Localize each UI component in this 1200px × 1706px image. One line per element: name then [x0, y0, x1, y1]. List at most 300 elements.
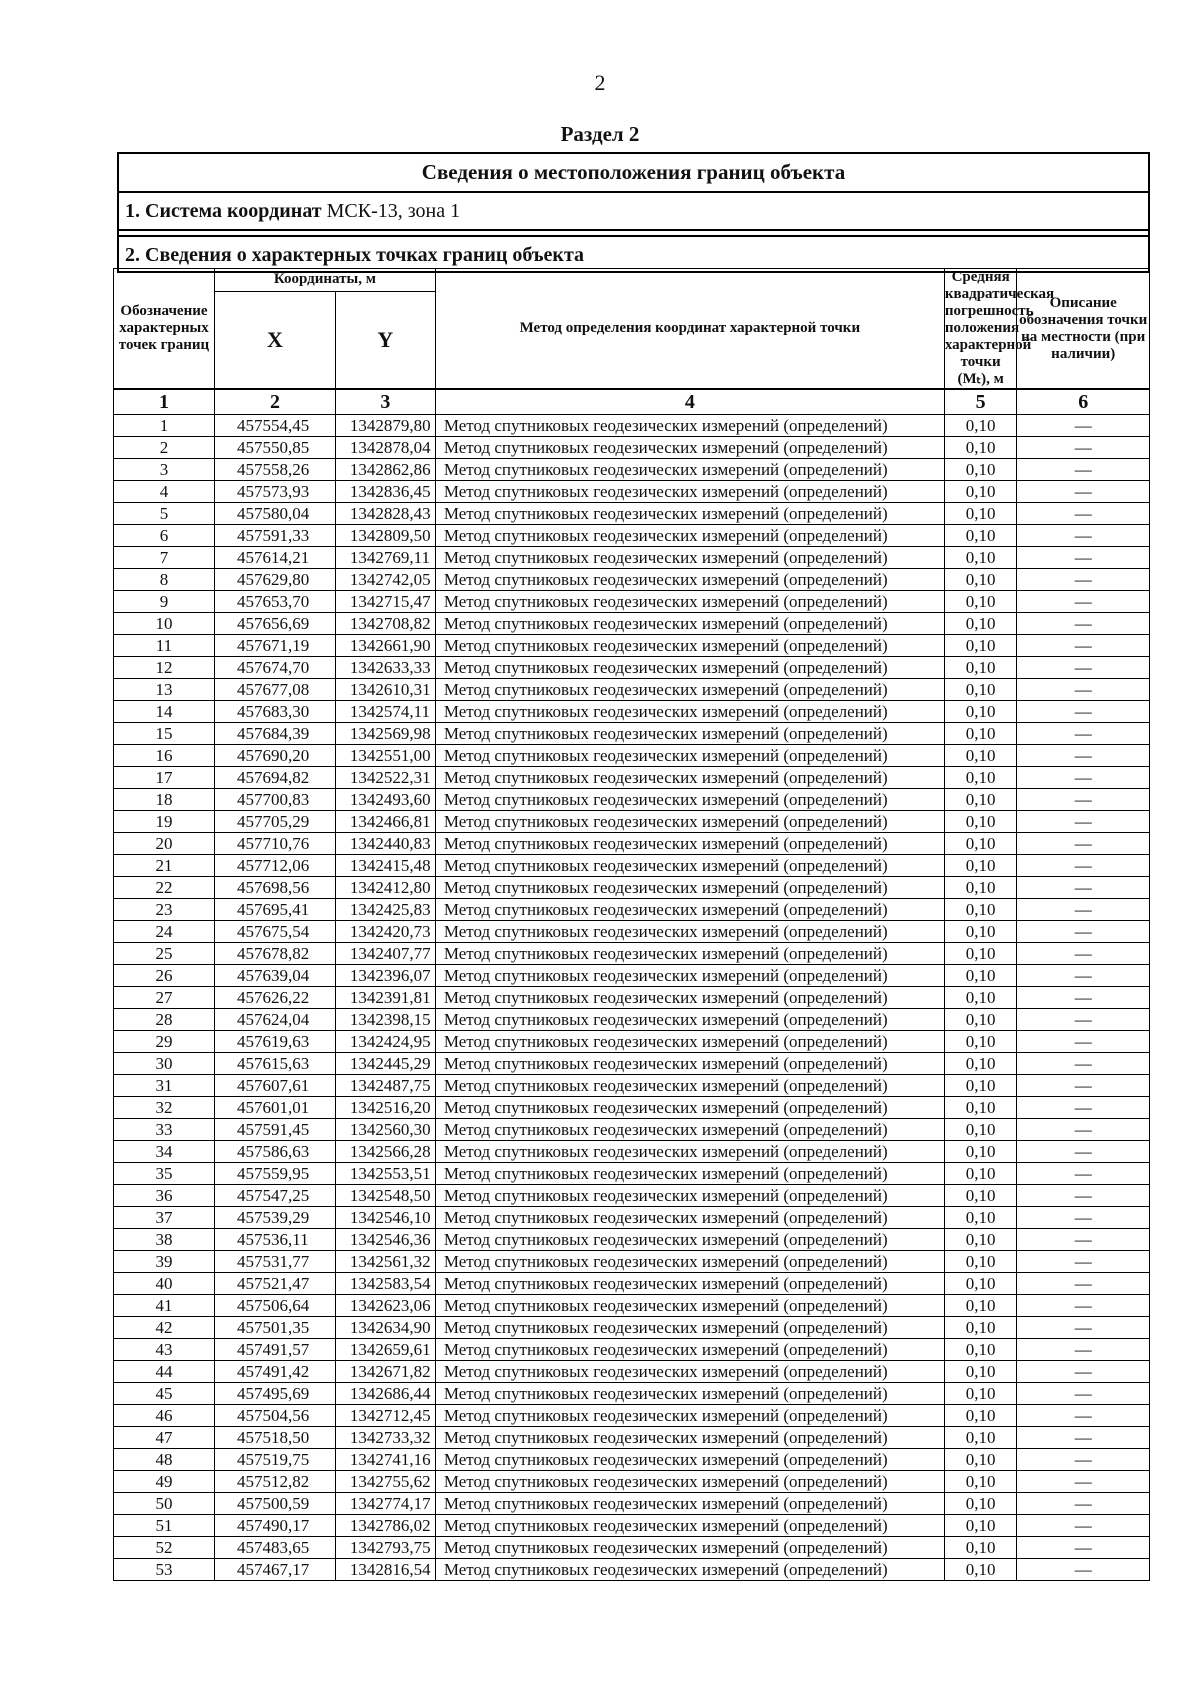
- error-value: 0,10: [944, 481, 1017, 503]
- coordinate-system-value: МСК-13, зона 1: [321, 200, 461, 222]
- point-number: 51: [114, 1515, 215, 1537]
- table-row: [114, 1339, 1150, 1361]
- y-coordinate: 1342708,82: [335, 613, 435, 635]
- table-row: [114, 613, 1150, 635]
- method: Метод спутниковых геодезических измерений (определений): [435, 635, 944, 657]
- x-coordinate: 457700,83: [214, 789, 335, 811]
- error-value: 0,10: [944, 1295, 1017, 1317]
- method: Метод спутниковых геодезических измерений (определений): [435, 1295, 944, 1317]
- table-row: [114, 1493, 1150, 1515]
- method: Метод спутниковых геодезических измерений (определений): [435, 415, 944, 437]
- table-row: [114, 1295, 1150, 1317]
- y-coordinate: 1342553,51: [335, 1163, 435, 1185]
- x-coordinate: 457674,70: [214, 657, 335, 679]
- description: —: [1017, 1317, 1150, 1339]
- column-number: 1: [114, 389, 215, 415]
- error-value: 0,10: [944, 1361, 1017, 1383]
- error-value: 0,10: [944, 1119, 1017, 1141]
- point-number: 7: [114, 547, 215, 569]
- method: Метод спутниковых геодезических измерений (определений): [435, 833, 944, 855]
- point-number: 17: [114, 767, 215, 789]
- description: —: [1017, 1031, 1150, 1053]
- table-row: [114, 855, 1150, 877]
- description: —: [1017, 1295, 1150, 1317]
- method: Метод спутниковых геодезических измерений (определений): [435, 789, 944, 811]
- y-coordinate: 1342546,10: [335, 1207, 435, 1229]
- error-value: 0,10: [944, 1229, 1017, 1251]
- point-number: 47: [114, 1427, 215, 1449]
- point-number: 27: [114, 987, 215, 1009]
- description: —: [1017, 1119, 1150, 1141]
- point-number: 41: [114, 1295, 215, 1317]
- x-coordinate: 457586,63: [214, 1141, 335, 1163]
- error-value: 0,10: [944, 503, 1017, 525]
- description: —: [1017, 1207, 1150, 1229]
- table-row: [114, 503, 1150, 525]
- method: Метод спутниковых геодезических измерений (определений): [435, 987, 944, 1009]
- point-number: 34: [114, 1141, 215, 1163]
- method: Метод спутниковых геодезических измерений (определений): [435, 503, 944, 525]
- point-number: 9: [114, 591, 215, 613]
- point-number: 50: [114, 1493, 215, 1515]
- description: —: [1017, 657, 1150, 679]
- description: —: [1017, 1383, 1150, 1405]
- column-number: 3: [335, 389, 435, 415]
- error-value: 0,10: [944, 547, 1017, 569]
- description: —: [1017, 855, 1150, 877]
- description: —: [1017, 1339, 1150, 1361]
- description: —: [1017, 459, 1150, 481]
- y-coordinate: 1342487,75: [335, 1075, 435, 1097]
- table-row: [114, 569, 1150, 591]
- x-coordinate: 457678,82: [214, 943, 335, 965]
- point-number: 14: [114, 701, 215, 723]
- y-coordinate: 1342546,36: [335, 1229, 435, 1251]
- x-coordinate: 457639,04: [214, 965, 335, 987]
- y-coordinate: 1342424,95: [335, 1031, 435, 1053]
- y-coordinate: 1342879,80: [335, 415, 435, 437]
- x-coordinate: 457531,77: [214, 1251, 335, 1273]
- method: Метод спутниковых геодезических измерений (определений): [435, 921, 944, 943]
- point-number: 48: [114, 1449, 215, 1471]
- y-coordinate: 1342566,28: [335, 1141, 435, 1163]
- point-number: 35: [114, 1163, 215, 1185]
- method: Метод спутниковых геодезических измерений (определений): [435, 1119, 944, 1141]
- description: —: [1017, 1515, 1150, 1537]
- error-value: 0,10: [944, 987, 1017, 1009]
- y-coordinate: 1342878,04: [335, 437, 435, 459]
- point-number: 24: [114, 921, 215, 943]
- table-row: [114, 877, 1150, 899]
- point-number: 31: [114, 1075, 215, 1097]
- y-coordinate: 1342551,00: [335, 745, 435, 767]
- y-coordinate: 1342412,80: [335, 877, 435, 899]
- method: Метод спутниковых геодезических измерений (определений): [435, 1207, 944, 1229]
- error-value: 0,10: [944, 1251, 1017, 1273]
- point-number: 2: [114, 437, 215, 459]
- x-coordinate: 457671,19: [214, 635, 335, 657]
- point-number: 40: [114, 1273, 215, 1295]
- x-coordinate: 457559,95: [214, 1163, 335, 1185]
- error-value: 0,10: [944, 811, 1017, 833]
- method: Метод спутниковых геодезических измерений (определений): [435, 1097, 944, 1119]
- table-row: [114, 1449, 1150, 1471]
- x-coordinate: 457601,01: [214, 1097, 335, 1119]
- error-value: 0,10: [944, 723, 1017, 745]
- point-number: 6: [114, 525, 215, 547]
- table-row: [114, 811, 1150, 833]
- section-frame: [117, 152, 1150, 273]
- y-coordinate: 1342828,43: [335, 503, 435, 525]
- x-coordinate: 457518,50: [214, 1427, 335, 1449]
- method: Метод спутниковых геодезических измерений (определений): [435, 1515, 944, 1537]
- method: Метод спутниковых геодезических измерений (определений): [435, 1251, 944, 1273]
- table-row: [114, 437, 1150, 459]
- error-value: 0,10: [944, 1163, 1017, 1185]
- method: Метод спутниковых геодезических измерений (определений): [435, 1185, 944, 1207]
- table-row: [114, 591, 1150, 613]
- method: Метод спутниковых геодезических измерений (определений): [435, 657, 944, 679]
- method: Метод спутниковых геодезических измерений (определений): [435, 679, 944, 701]
- header-coordinates: Координаты, м: [214, 269, 435, 292]
- points-title: 2. Сведения о характерных точках границ объекта: [119, 235, 1148, 271]
- description: —: [1017, 569, 1150, 591]
- x-coordinate: 457491,42: [214, 1361, 335, 1383]
- y-coordinate: 1342493,60: [335, 789, 435, 811]
- table-row: [114, 1229, 1150, 1251]
- point-number: 45: [114, 1383, 215, 1405]
- error-value: 0,10: [944, 789, 1017, 811]
- method: Метод спутниковых геодезических измерений (определений): [435, 1361, 944, 1383]
- description: —: [1017, 1273, 1150, 1295]
- method: Метод спутниковых геодезических измерений (определений): [435, 481, 944, 503]
- coordinate-system-line: [119, 193, 1148, 231]
- description: —: [1017, 613, 1150, 635]
- method: Метод спутниковых геодезических измерений (определений): [435, 745, 944, 767]
- y-coordinate: 1342415,48: [335, 855, 435, 877]
- point-number: 52: [114, 1537, 215, 1559]
- description: —: [1017, 1449, 1150, 1471]
- y-coordinate: 1342396,07: [335, 965, 435, 987]
- error-value: 0,10: [944, 1515, 1017, 1537]
- table-row: [114, 943, 1150, 965]
- table-row: [114, 921, 1150, 943]
- table-row: [114, 701, 1150, 723]
- section-title: Раздел 2: [560, 122, 640, 146]
- description: —: [1017, 591, 1150, 613]
- point-number: 39: [114, 1251, 215, 1273]
- method: Метод спутниковых геодезических измерений (определений): [435, 1141, 944, 1163]
- method: Метод спутниковых геодезических измерений (определений): [435, 701, 944, 723]
- point-number: 10: [114, 613, 215, 635]
- method: Метод спутниковых геодезических измерений (определений): [435, 965, 944, 987]
- method: Метод спутниковых геодезических измерений (определений): [435, 1229, 944, 1251]
- method: Метод спутниковых геодезических измерений (определений): [435, 1009, 944, 1031]
- table-row: [114, 679, 1150, 701]
- point-number: 28: [114, 1009, 215, 1031]
- x-coordinate: 457626,22: [214, 987, 335, 1009]
- point-number: 12: [114, 657, 215, 679]
- y-coordinate: 1342623,06: [335, 1295, 435, 1317]
- table-row: [114, 1361, 1150, 1383]
- description: —: [1017, 767, 1150, 789]
- x-coordinate: 457695,41: [214, 899, 335, 921]
- x-coordinate: 457539,29: [214, 1207, 335, 1229]
- table-row: [114, 1317, 1150, 1339]
- x-coordinate: 457684,39: [214, 723, 335, 745]
- table-row: [114, 547, 1150, 569]
- table-row: [114, 1383, 1150, 1405]
- description: —: [1017, 1559, 1150, 1581]
- method: Метод спутниковых геодезических измерений (определений): [435, 1559, 944, 1581]
- method: Метод спутниковых геодезических измерений (определений): [435, 811, 944, 833]
- point-number: 16: [114, 745, 215, 767]
- y-coordinate: 1342522,31: [335, 767, 435, 789]
- error-value: 0,10: [944, 877, 1017, 899]
- error-value: 0,10: [944, 1207, 1017, 1229]
- x-coordinate: 457483,65: [214, 1537, 335, 1559]
- error-value: 0,10: [944, 569, 1017, 591]
- description: —: [1017, 1471, 1150, 1493]
- error-value: 0,10: [944, 921, 1017, 943]
- point-number: 25: [114, 943, 215, 965]
- description: —: [1017, 1141, 1150, 1163]
- method: Метод спутниковых геодезических измерений (определений): [435, 1339, 944, 1361]
- error-value: 0,10: [944, 613, 1017, 635]
- error-value: 0,10: [944, 855, 1017, 877]
- x-coordinate: 457677,08: [214, 679, 335, 701]
- table-row: [114, 899, 1150, 921]
- x-coordinate: 457694,82: [214, 767, 335, 789]
- header-description: Описание обозначения точки на местности (при наличии): [1017, 269, 1150, 390]
- y-coordinate: 1342574,11: [335, 701, 435, 723]
- x-coordinate: 457698,56: [214, 877, 335, 899]
- header-y: Y: [335, 291, 435, 389]
- error-value: 0,10: [944, 1009, 1017, 1031]
- point-number: 5: [114, 503, 215, 525]
- table-row: [114, 745, 1150, 767]
- column-number: 5: [944, 389, 1017, 415]
- x-coordinate: 457705,29: [214, 811, 335, 833]
- error-value: 0,10: [944, 833, 1017, 855]
- y-coordinate: 1342661,90: [335, 635, 435, 657]
- table-row: [114, 1053, 1150, 1075]
- error-value: 0,10: [944, 1339, 1017, 1361]
- x-coordinate: 457614,21: [214, 547, 335, 569]
- description: —: [1017, 1053, 1150, 1075]
- error-value: 0,10: [944, 459, 1017, 481]
- table-row: [114, 1427, 1150, 1449]
- error-value: 0,10: [944, 1317, 1017, 1339]
- point-number: 26: [114, 965, 215, 987]
- description: —: [1017, 1229, 1150, 1251]
- point-number: 3: [114, 459, 215, 481]
- description: —: [1017, 1251, 1150, 1273]
- method: Метод спутниковых геодезических измерений (определений): [435, 1317, 944, 1339]
- description: —: [1017, 1009, 1150, 1031]
- description: —: [1017, 811, 1150, 833]
- y-coordinate: 1342440,83: [335, 833, 435, 855]
- x-coordinate: 457580,04: [214, 503, 335, 525]
- description: —: [1017, 965, 1150, 987]
- table-row: [114, 1471, 1150, 1493]
- error-value: 0,10: [944, 1097, 1017, 1119]
- point-number: 23: [114, 899, 215, 921]
- column-number: 6: [1017, 389, 1150, 415]
- column-numbers-row: [114, 389, 1150, 415]
- table-row: [114, 1097, 1150, 1119]
- description: —: [1017, 1163, 1150, 1185]
- method: Метод спутниковых геодезических измерений (определений): [435, 1053, 944, 1075]
- table-body: [114, 415, 1150, 1581]
- description: —: [1017, 789, 1150, 811]
- table-row: [114, 723, 1150, 745]
- description: —: [1017, 525, 1150, 547]
- y-coordinate: 1342712,45: [335, 1405, 435, 1427]
- table-row: [114, 965, 1150, 987]
- method: Метод спутниковых геодезических измерений (определений): [435, 547, 944, 569]
- method: Метод спутниковых геодезических измерений (определений): [435, 459, 944, 481]
- method: Метод спутниковых геодезических измерений (определений): [435, 855, 944, 877]
- error-value: 0,10: [944, 415, 1017, 437]
- method: Метод спутниковых геодезических измерений (определений): [435, 1075, 944, 1097]
- table-row: [114, 1031, 1150, 1053]
- table-row: [114, 1185, 1150, 1207]
- coordinates-table: [113, 268, 1150, 1581]
- y-coordinate: 1342466,81: [335, 811, 435, 833]
- y-coordinate: 1342741,16: [335, 1449, 435, 1471]
- y-coordinate: 1342686,44: [335, 1383, 435, 1405]
- error-value: 0,10: [944, 635, 1017, 657]
- table-row: [114, 1515, 1150, 1537]
- point-number: 36: [114, 1185, 215, 1207]
- x-coordinate: 457521,47: [214, 1273, 335, 1295]
- description: —: [1017, 701, 1150, 723]
- method: Метод спутниковых геодезических измерений (определений): [435, 767, 944, 789]
- error-value: 0,10: [944, 1185, 1017, 1207]
- point-number: 20: [114, 833, 215, 855]
- method: Метод спутниковых геодезических измерений (определений): [435, 899, 944, 921]
- description: —: [1017, 723, 1150, 745]
- description: —: [1017, 1405, 1150, 1427]
- column-number: 2: [214, 389, 335, 415]
- table-row: [114, 1559, 1150, 1581]
- x-coordinate: 457491,57: [214, 1339, 335, 1361]
- point-number: 4: [114, 481, 215, 503]
- point-number: 44: [114, 1361, 215, 1383]
- table-row: [114, 833, 1150, 855]
- table-row: [114, 1251, 1150, 1273]
- x-coordinate: 457619,63: [214, 1031, 335, 1053]
- point-number: 22: [114, 877, 215, 899]
- page-number: 2: [594, 70, 606, 95]
- description: —: [1017, 1427, 1150, 1449]
- error-value: 0,10: [944, 1493, 1017, 1515]
- x-coordinate: 457506,64: [214, 1295, 335, 1317]
- method: Метод спутниковых геодезических измерений (определений): [435, 437, 944, 459]
- header-designation: Обозначение характерных точек границ: [114, 269, 215, 390]
- method: Метод спутниковых геодезических измерений (определений): [435, 525, 944, 547]
- y-coordinate: 1342561,32: [335, 1251, 435, 1273]
- point-number: 37: [114, 1207, 215, 1229]
- error-value: 0,10: [944, 1141, 1017, 1163]
- method: Метод спутниковых геодезических измерений (определений): [435, 877, 944, 899]
- description: —: [1017, 679, 1150, 701]
- table-row: [114, 767, 1150, 789]
- table-row: [114, 1207, 1150, 1229]
- table-row: [114, 1075, 1150, 1097]
- description: —: [1017, 1185, 1150, 1207]
- point-number: 11: [114, 635, 215, 657]
- error-value: 0,10: [944, 1449, 1017, 1471]
- x-coordinate: 457712,06: [214, 855, 335, 877]
- point-number: 46: [114, 1405, 215, 1427]
- method: Метод спутниковых геодезических измерений (определений): [435, 943, 944, 965]
- error-value: 0,10: [944, 899, 1017, 921]
- description: —: [1017, 1075, 1150, 1097]
- method: Метод спутниковых геодезических измерений (определений): [435, 1031, 944, 1053]
- x-coordinate: 457710,76: [214, 833, 335, 855]
- error-value: 0,10: [944, 943, 1017, 965]
- x-coordinate: 457500,59: [214, 1493, 335, 1515]
- description: —: [1017, 1493, 1150, 1515]
- point-number: 18: [114, 789, 215, 811]
- frame-title: Сведения о местоположения границ объекта: [119, 154, 1148, 193]
- method: Метод спутниковых геодезических измерений (определений): [435, 1273, 944, 1295]
- point-number: 1: [114, 415, 215, 437]
- x-coordinate: 457501,35: [214, 1317, 335, 1339]
- method: Метод спутниковых геодезических измерений (определений): [435, 1163, 944, 1185]
- table-row: [114, 657, 1150, 679]
- error-value: 0,10: [944, 1537, 1017, 1559]
- description: —: [1017, 899, 1150, 921]
- table-row: [114, 459, 1150, 481]
- y-coordinate: 1342742,05: [335, 569, 435, 591]
- description: —: [1017, 1097, 1150, 1119]
- description: —: [1017, 481, 1150, 503]
- x-coordinate: 457683,30: [214, 701, 335, 723]
- error-value: 0,10: [944, 1383, 1017, 1405]
- error-value: 0,10: [944, 745, 1017, 767]
- x-coordinate: 457554,45: [214, 415, 335, 437]
- y-coordinate: 1342569,98: [335, 723, 435, 745]
- table-row: [114, 789, 1150, 811]
- method: Метод спутниковых геодезических измерений (определений): [435, 1537, 944, 1559]
- error-value: 0,10: [944, 1559, 1017, 1581]
- description: —: [1017, 1537, 1150, 1559]
- error-value: 0,10: [944, 767, 1017, 789]
- x-coordinate: 457656,69: [214, 613, 335, 635]
- table-row: [114, 1119, 1150, 1141]
- x-coordinate: 457591,45: [214, 1119, 335, 1141]
- y-coordinate: 1342634,90: [335, 1317, 435, 1339]
- y-coordinate: 1342671,82: [335, 1361, 435, 1383]
- y-coordinate: 1342774,17: [335, 1493, 435, 1515]
- description: —: [1017, 1361, 1150, 1383]
- table-row: [114, 1273, 1150, 1295]
- y-coordinate: 1342548,50: [335, 1185, 435, 1207]
- error-value: 0,10: [944, 657, 1017, 679]
- y-coordinate: 1342786,02: [335, 1515, 435, 1537]
- point-number: 42: [114, 1317, 215, 1339]
- x-coordinate: 457504,56: [214, 1405, 335, 1427]
- method: Метод спутниковых геодезических измерений (определений): [435, 1405, 944, 1427]
- y-coordinate: 1342445,29: [335, 1053, 435, 1075]
- x-coordinate: 457547,25: [214, 1185, 335, 1207]
- x-coordinate: 457512,82: [214, 1471, 335, 1493]
- description: —: [1017, 635, 1150, 657]
- y-coordinate: 1342425,83: [335, 899, 435, 921]
